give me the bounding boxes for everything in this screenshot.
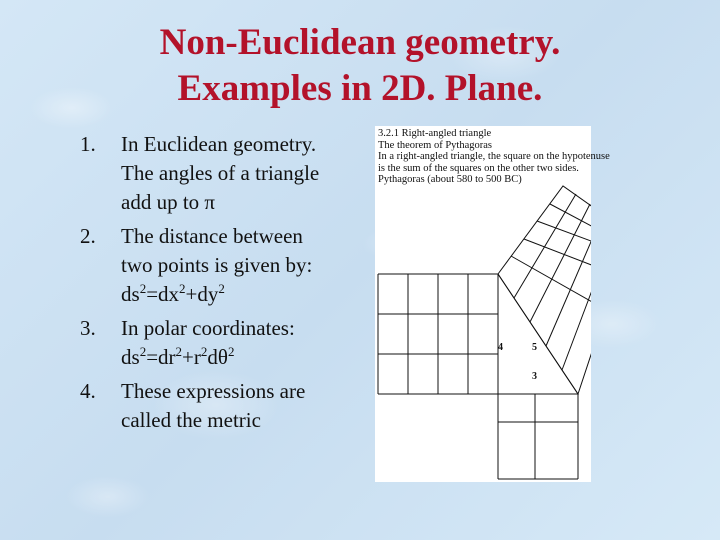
pythagoras-figure <box>375 126 610 482</box>
list-item-number: 2. <box>80 224 96 248</box>
formula-exponent: 2 <box>200 344 208 359</box>
formula-part: +dy <box>185 282 219 306</box>
side-label-3: 3 <box>532 371 537 382</box>
list-item <box>80 314 365 372</box>
list-item-line: In Euclidean geometry. <box>121 132 317 156</box>
caption-line: Pythagoras (about 580 to 500 BC) <box>378 174 522 186</box>
list-item-text <box>121 314 365 372</box>
side-label-4: 4 <box>498 342 503 353</box>
list-item-line: add up to π <box>121 190 216 214</box>
caption-line: In a right-angled triangle, the square on the hypotenuse <box>378 151 610 163</box>
list-item-text <box>121 130 365 217</box>
caption-line: 3.2.1 Right-angled triangle <box>378 128 492 139</box>
list-item-text <box>121 222 365 309</box>
formula-part: =dr <box>146 345 176 369</box>
list-item-text <box>121 377 365 435</box>
list-item-number: 4. <box>80 379 96 403</box>
formula-exponent: 2 <box>139 344 147 359</box>
list-item-line: called the metric <box>121 408 261 432</box>
formula-part: ds <box>121 282 140 306</box>
grid-line <box>511 256 591 303</box>
list-item-line: The angles of a triangle <box>121 161 320 185</box>
formula-part: =dx <box>146 282 180 306</box>
formula-part: +r <box>182 345 201 369</box>
formula-exponent: 2 <box>227 344 235 359</box>
formula-exponent: 2 <box>218 281 225 296</box>
formula-polar <box>121 343 365 372</box>
hypotenuse-square <box>498 186 591 394</box>
formula-part: ds <box>121 345 140 369</box>
formula-exponent: 2 <box>179 281 186 296</box>
title-line-2: Examples in 2D. Plane. <box>177 68 543 109</box>
caption-line: The theorem of Pythagoras <box>378 139 493 151</box>
numbered-list <box>80 130 365 440</box>
formula-exponent: 2 <box>139 281 147 296</box>
pythagoras-diagram <box>375 126 610 482</box>
list-item <box>80 130 365 217</box>
list-item-line: The distance between <box>121 224 303 248</box>
list-item-line: These expressions are <box>121 379 306 403</box>
caption-line: is the sum of the squares on the other two sides. <box>378 162 579 174</box>
list-item <box>80 377 365 435</box>
grid-line <box>550 204 591 244</box>
list-item-number: 3. <box>80 316 96 340</box>
title-line-1: Non-Euclidean geometry. <box>159 22 561 63</box>
formula-exponent: 2 <box>175 344 183 359</box>
side-label-5: 5 <box>532 342 537 353</box>
slide-title <box>0 20 720 112</box>
list-item-number: 1. <box>80 132 96 156</box>
formula-part: dθ <box>207 345 228 369</box>
formula-cartesian <box>121 280 365 309</box>
grid-line <box>562 224 591 370</box>
list-item-line: two points is given by: <box>121 253 313 277</box>
list-item <box>80 222 365 309</box>
list-item-line: In polar coordinates: <box>121 316 295 340</box>
